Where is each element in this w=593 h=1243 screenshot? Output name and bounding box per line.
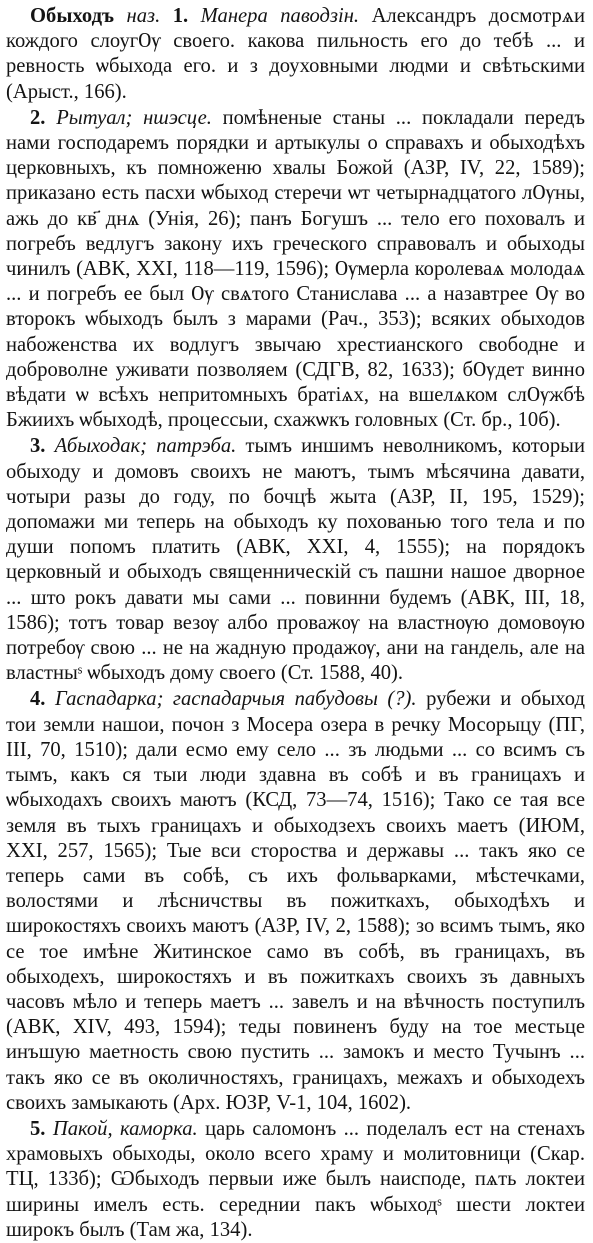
sense-citations: рубежи и обыход тои земли нашои, почон з Мосера озера в речку Мосорыцу (ПГ, III, 70, 1510); дали есмо ему село ... зъ людьми ... со всимъ съ тымъ, какъ ся тыи люди здавна въ собѣ и въ границахъ и ѡбыходахъ своихъ маютъ (КСД, 73—74, 1516); Тако се тая все земля въ тыхъ границахъ и обыходзехъ своихъ маетъ (ИЮМ, XXI, 257, 1565); Тые вси стороства и державы ... такъ яко се теперь сами въ собѣ, съ ихъ фольварками, мѣстечками, волостями и лѣсничствы въ пожиткахъ, обыходѣхъ и широкостяхъ своихъ маютъ (АЗР, IV, 2, 1588); зо всимъ тымъ, яко се тое имѣне Житинское само въ собѣ, въ границахъ, въ обыходехъ, широкостяхъ и въ пожиткахъ своихъ зъ давныхъ часовъ мѣло и теперь маетъ ... завелъ и на вѣчность поступилъ (АВК, XIV, 493, 1594); теды повиненъ буду на тое местьце инъшую маетность свою пустить ... замокъ и место Тучынъ ... такъ яко се въ околичностяхъ, границахъ, межахъ и обыходехъ своихъ замыкають (Арх. ЮЗР, V-1, 104, 1602).: [6, 688, 585, 1114]
sense-gloss: Гаспадарка; гаспадарчыя пабудовы (?).: [54, 688, 417, 711]
sense-citations: царь саломонъ ... поделалъ ест на стенахъ храмовыхъ обыходы, около всего храму и молитовници (Скар. ТЦ, 133б); Ѡбыходъ первыи иже былъ наисподе, пѧть локтеи ширины имелъ есть. середнии пакъ ѡбыходˢ шести локтеи широкъ былъ (Там жа, 134).: [6, 1117, 585, 1241]
sense-gloss: Манера паводзін.: [200, 5, 360, 27]
sense-gloss: Абыходак; патрэба.: [54, 435, 237, 458]
sense-number: 2.: [30, 106, 46, 129]
sense-4: [6, 687, 585, 1115]
sense-3: [6, 434, 585, 686]
sense-citations: помѣненые станы ... покладали передъ нами господаремъ порядки и артыкулы о справахъ и обыходѣхъ церковныхъ, къ помноженю хвалы Божой (АЗР, IV, 22, 1589); приказано есть пасхи ѡбыход стеречи ѡт четырнадцатого лѸны, ажь до кв҃ днѧ (Унія, 26); панъ Богушъ ... тело его поховалъ и погребъ ведлугъ закону ихъ греческого справовалъ и обыходы чинилъ (АВК, XXI, 118—119, 1596); Ѹмерла королеваѧ молодаѧ ... и погребъ ее был Ѹ свѧтого Станислава ... а назавтрее Ѹ во второкъ ѡбыходъ былъ з марами (Рач., 353); всяких обыходов набоженства их водлугъ звычаю хрестиaнского свободне и доброволне уживати позволяем (СДГВ, 82, 1633); бѸдет винно вѣдати ѡ всѣхъ непритомныхъ братіѧх, на вшелѧком слѸжбѣ Бжиихъ ѡбыходѣ, процессыи, схажѡкъ головных (Ст. бр., 10б).: [6, 106, 585, 432]
sense-gloss: Пакой, каморка.: [52, 1117, 198, 1140]
sense-number: 4.: [30, 688, 46, 711]
sense-1: [6, 4, 585, 105]
sense-gloss: Рытуал; ншэсце.: [56, 106, 212, 129]
part-of-speech: наз.: [126, 5, 161, 27]
sense-5: [6, 1117, 585, 1243]
sense-number: 1.: [172, 5, 189, 27]
sense-2: [6, 106, 585, 434]
sense-citations: тымъ иншимъ неволникомъ, которыи обыходу и домовъ своихъ не маютъ, тымъ мѣсячина давати, чотыри разы до году, по бочцѣ жыта (АЗР, II, 195, 1529); допомажи ми теперь на обыходъ ку похованью того тела и по души попомъ платить (АВК, XXI, 4, 1555); на порядокъ церковный и обыходъ священническій съ пашни нашое дворное ... што рокъ давати мы сами ... повинни будемъ (АВК, III, 18, 1586); тотъ товар везѹ албо проважѹ на властнѹю домовѹю потребѹ свою ... не на жадную продажѹ, ани на гандель, але на властныˢ ѡбыходъ дому своего (Ст. 1588, 40).: [6, 435, 585, 685]
sense-number: 3.: [30, 435, 46, 458]
entry-headword: Обыходъ: [30, 5, 115, 27]
sense-number: 5.: [30, 1117, 46, 1140]
sense-citations: Александръ досмотрѧи кождого слоугѸ своего. какова пильность его до тебѣ ... и ревность ѡбыхода его. и з доуховными людми и свѣтьскими (Арыст., 166).: [6, 5, 585, 103]
